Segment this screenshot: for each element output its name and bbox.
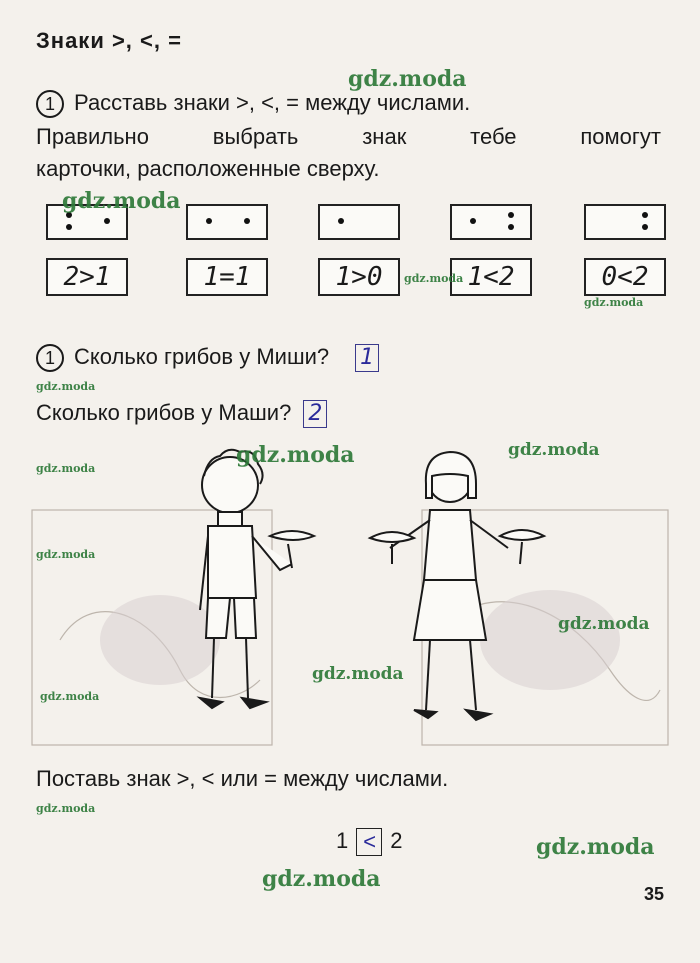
task1-line2 xyxy=(36,124,661,150)
answer-card: 1>0 xyxy=(318,258,400,296)
compare-task-text: Поставь знак >, < или = между числами. xyxy=(36,766,449,791)
dot-card xyxy=(186,204,268,240)
dot-card xyxy=(584,204,666,240)
dot xyxy=(244,218,250,224)
page-title: Знаки >, <, = xyxy=(36,28,182,53)
boy-figure xyxy=(200,450,314,708)
dot-card xyxy=(450,204,532,240)
answer-box[interactable]: 2 xyxy=(303,400,327,428)
watermark: gdz.moda xyxy=(404,272,464,285)
question-text: Сколько грибов у Миши? xyxy=(74,344,330,369)
watermark: gdz.moda xyxy=(36,548,96,561)
dot xyxy=(642,224,648,230)
dot-card xyxy=(318,204,400,240)
dot xyxy=(338,218,344,224)
task1-text-1: Расставь знаки >, <, = между числами. xyxy=(74,90,471,115)
answer-card: 1<2 xyxy=(450,258,532,296)
dot xyxy=(66,224,72,230)
comparison-sign-box[interactable]: < xyxy=(356,828,382,856)
comparison-right-number: 2 xyxy=(390,828,403,853)
answer-card: 2>1 xyxy=(46,258,128,296)
watermark: gdz.moda xyxy=(348,66,467,92)
question-text: Сколько грибов у Маши? xyxy=(36,400,292,425)
dot xyxy=(206,218,212,224)
watermark: gdz.moda xyxy=(36,380,96,393)
task1-word: тебе xyxy=(470,124,517,149)
watermark: gdz.moda xyxy=(36,462,96,475)
page-number: 35 xyxy=(643,884,664,904)
watermark: gdz.moda xyxy=(62,188,181,214)
task1-line1 xyxy=(36,90,470,118)
dot xyxy=(470,218,476,224)
task1-line3: карточки, расположенные сверху. xyxy=(36,156,380,181)
watermark: gdz.moda xyxy=(558,614,650,634)
dot xyxy=(508,212,514,218)
task1-word: Правильно xyxy=(36,124,149,149)
watermark: gdz.moda xyxy=(262,866,381,892)
watermark: gdz.moda xyxy=(36,802,96,815)
answer-box[interactable]: 1 xyxy=(355,344,379,372)
watermark: gdz.moda xyxy=(236,442,355,468)
question-masha xyxy=(36,400,327,428)
comparison-left-number: 1 xyxy=(336,828,349,853)
task1-word: выбрать xyxy=(212,124,299,149)
dot-cards-area xyxy=(36,200,666,330)
answer-card: 1=1 xyxy=(186,258,268,296)
watermark: gdz.moda xyxy=(536,834,655,860)
answer-card: 0<2 xyxy=(584,258,666,296)
task1-word: помогут xyxy=(580,124,661,149)
dot xyxy=(508,224,514,230)
dot xyxy=(104,218,110,224)
watermark: gdz.moda xyxy=(508,440,600,460)
question-number: 1 xyxy=(36,344,64,372)
watermark: gdz.moda xyxy=(40,690,100,703)
task1-number: 1 xyxy=(36,90,64,118)
watermark: gdz.moda xyxy=(584,296,644,309)
task1-word: знак xyxy=(362,124,407,149)
watermark: gdz.moda xyxy=(312,664,404,684)
bottom-comparison xyxy=(336,828,403,856)
children-with-mushrooms-illustration xyxy=(30,440,670,760)
dot xyxy=(642,212,648,218)
question-misha xyxy=(36,344,379,372)
